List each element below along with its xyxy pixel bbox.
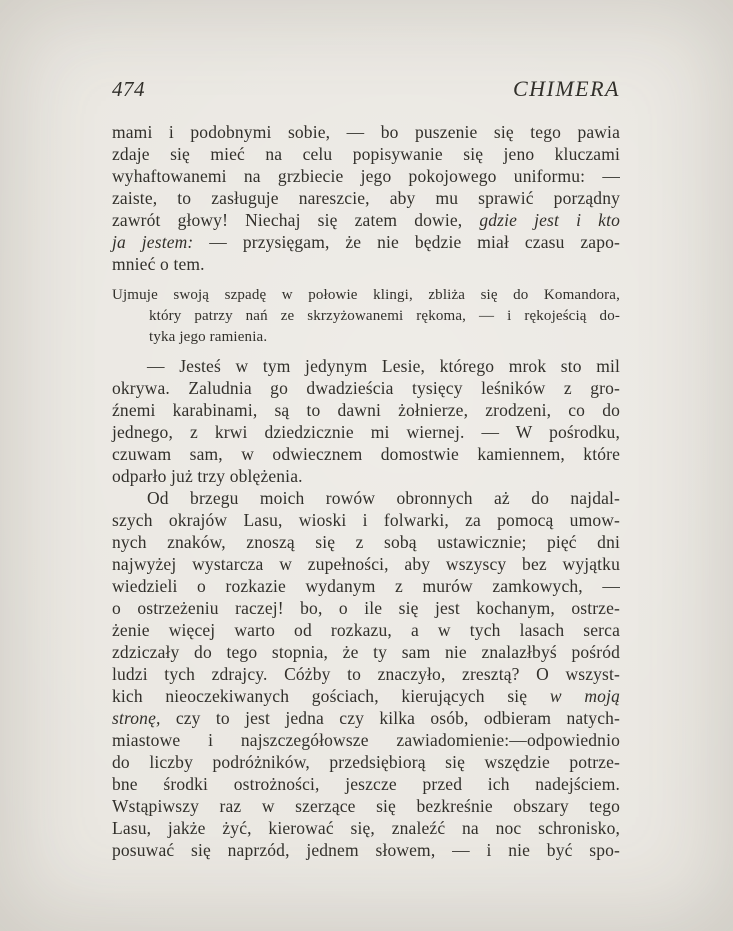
text-segment: źnemi karabinami, są to dawni żołnierze, zrodzeni, co do	[112, 400, 620, 420]
journal-title: CHIMERA	[512, 76, 620, 101]
text-line	[112, 377, 620, 399]
text-line	[112, 231, 620, 253]
text-line	[112, 707, 620, 729]
text-line	[112, 143, 620, 165]
text-line	[112, 355, 620, 377]
text-line	[112, 121, 620, 143]
text-segment: czuwam sam, w odwiecznem domostwie kamiennem, które	[112, 444, 620, 464]
italic-text-segment: w moją	[549, 686, 620, 706]
text-line	[112, 465, 620, 487]
text-line	[112, 751, 620, 773]
text-line	[112, 729, 620, 751]
text-segment: Lasu, jakże żyć, kierować się, znaleźć na noc schronisko,	[112, 818, 620, 838]
text-segment: wiedzieli o rozkazie wydanym z murów zamkowych, —	[112, 576, 620, 596]
text-line	[112, 421, 620, 443]
text-segment: mnieć o tem.	[112, 254, 205, 274]
text-line	[112, 597, 620, 619]
text-segment: jednego, z krwi dziedzicznie mi wiernej. — W pośrodku,	[112, 422, 620, 442]
text-segment: odparło już trzy oblężenia.	[112, 466, 303, 486]
text-line	[112, 553, 620, 575]
text-segment: miastowe i najszczegółowsze zawiadomienie:—odpowiednio	[112, 730, 620, 750]
text-line	[112, 253, 620, 275]
text-line	[112, 443, 620, 465]
text-line	[112, 817, 620, 839]
text-line	[112, 327, 620, 348]
text-segment: Wstąpiwszy raz w szerzące się bezkreśnie obszary tego	[112, 796, 620, 816]
text-line	[112, 619, 620, 641]
italic-text-segment: ja jestem:	[112, 232, 194, 252]
text-line	[112, 509, 620, 531]
text-segment: czy to jest jedna czy kilka osób, odbieram natych-	[160, 708, 620, 728]
paragraph-2	[112, 355, 620, 487]
text-segment: najwyżej wystarcza w zupełności, aby wszyscy bez wyjątku	[112, 554, 620, 574]
text-line	[112, 487, 620, 509]
text-segment: ludzi tych zdrajcy. Cóżby to znaczyło, zresztą? O wszyst-	[112, 664, 620, 684]
text-segment: zdaje się mieć na celu popisywanie się jeno kluczami	[112, 144, 620, 164]
text-segment: bne środki ostrożności, jeszcze przed ich nadejściem.	[112, 774, 620, 794]
text-segment: zawrót głowy! Niechaj się zatem dowie,	[112, 210, 480, 230]
text-line	[112, 773, 620, 795]
text-segment: wyhaftowanemi na grzbiecie jego pokojowego uniformu: —	[112, 166, 620, 186]
text-segment: tyka jego ramienia.	[149, 329, 268, 345]
text-line	[112, 641, 620, 663]
text-segment: o ostrzeżeniu raczej! bo, o ile się jest kochanym, ostrze-	[112, 598, 620, 618]
text-segment: zdziczały do tego stopnia, że ty sam nie znalazłbyś pośród	[112, 642, 620, 662]
italic-text-segment: stronę,	[112, 708, 161, 728]
text-segment: Ujmuje swoją szpadę w połowie klingi, zbliża się do Komandora,	[112, 287, 620, 303]
text-block	[112, 121, 620, 861]
text-line	[112, 187, 620, 209]
text-line	[112, 575, 620, 597]
text-segment: — przysięgam, że nie będzie miał czasu zapo-	[193, 232, 620, 252]
text-line	[112, 285, 620, 306]
text-segment: mami i podobnymi sobie, — bo puszenie się tego pawia	[112, 122, 620, 142]
text-segment: — Jesteś w tym jedynym Lesie, którego mrok sto mil	[147, 356, 620, 376]
text-segment: posuwać się naprzód, jednem słowem, — i nie być spo-	[112, 840, 620, 860]
running-head	[112, 76, 620, 102]
text-line	[112, 839, 620, 861]
text-segment: kich nieoczekiwanych gościach, kierujących się	[112, 686, 550, 706]
text-segment: szych okrajów Lasu, wioski i folwarki, za pomocą umow-	[112, 510, 620, 530]
page-number: 474	[112, 77, 145, 101]
text-line	[112, 209, 620, 231]
text-line	[112, 663, 620, 685]
text-line	[112, 795, 620, 817]
text-segment: Od brzegu moich rowów obronnych aż do najdal-	[147, 488, 620, 508]
text-line	[112, 165, 620, 187]
stage-direction	[112, 285, 620, 348]
text-line	[112, 685, 620, 707]
text-segment: żenie więcej warto od rozkazu, a w tych lasach serca	[112, 620, 620, 640]
text-segment: do liczby podróżników, przedsiębiorą się wszędzie potrze-	[112, 752, 620, 772]
text-segment: zaiste, to zasługuje nareszcie, aby mu sprawić porządny	[112, 188, 620, 208]
italic-text-segment: gdzie jest i kto	[479, 210, 620, 230]
text-segment: który patrzy nań ze skrzyżowanemi rękoma, — i rękojeścią do-	[149, 308, 620, 324]
text-line	[112, 531, 620, 553]
text-line	[112, 399, 620, 421]
text-segment: nych znaków, znoszą się z sobą ustawicznie; pięć dni	[112, 532, 620, 552]
paragraph-1	[112, 121, 620, 275]
paragraph-3	[112, 487, 620, 861]
text-segment: okrywa. Zaludnia go dwadzieścia tysięcy leśników z gro-	[112, 378, 620, 398]
text-line	[112, 306, 620, 327]
